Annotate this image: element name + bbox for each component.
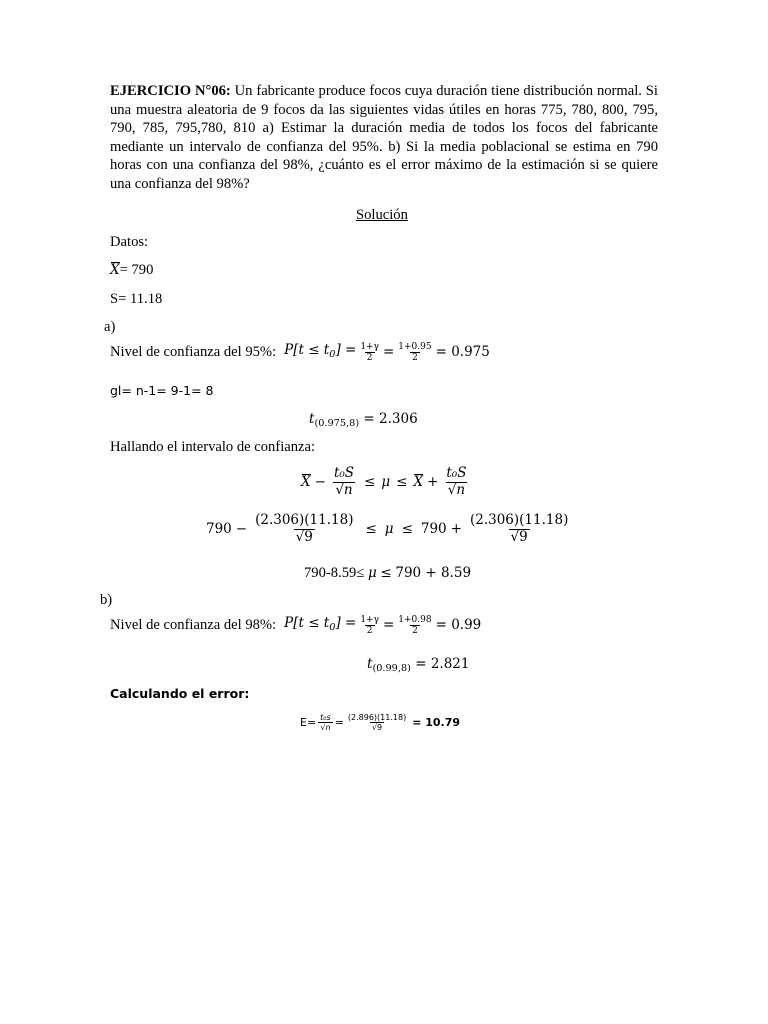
hallando-text: Hallando el intervalo de confianza: bbox=[110, 439, 316, 455]
xbar-symbol: X bbox=[110, 262, 120, 278]
xbar-value: = 790 bbox=[119, 262, 154, 278]
nivel-98-line bbox=[110, 614, 481, 637]
t-value-a: $t_{(0.975,8)} = 2.306$ bbox=[309, 411, 418, 429]
calc-error-label: Calculando el error: bbox=[110, 686, 250, 701]
result-99: = 0.99 bbox=[435, 617, 482, 634]
solution-title: Solución bbox=[356, 207, 408, 223]
nivel-95-line bbox=[110, 341, 490, 364]
t-value-b: $t_{(0.99,8)} = 2.821$ bbox=[367, 656, 470, 674]
interval-result: 790-8.59≤ μ ≤ 790 + 8.59 bbox=[304, 565, 472, 581]
datos-label: Datos: bbox=[110, 234, 149, 250]
prod-over-sqrt9: $\frac{(2.306)(11.18)}{√9}$ bbox=[469, 512, 569, 545]
part-b-label: b) bbox=[100, 592, 113, 608]
equals-sign: = bbox=[382, 617, 395, 634]
nivel-95-text: Nivel de confianza del 95%: bbox=[110, 344, 277, 361]
equals-sign: = bbox=[382, 344, 395, 361]
exercise-statement bbox=[110, 82, 658, 194]
conf-98-fraction: $\frac{1+0.98}{2}$ bbox=[398, 614, 432, 636]
gamma-fraction: $\frac{1+\gamma}{2}$ bbox=[360, 341, 379, 363]
prod-over-sqrt9: $\frac{(2.306)(11.18)}{√9}$ bbox=[255, 512, 354, 545]
interval-formula: X − $\frac{\text{t₀S}}{√n}$ ≤ μ ≤ X + $\frac{\text{t₀S}}{√n}$ bbox=[301, 465, 467, 498]
exercise-heading: EJERCICIO N°06: bbox=[110, 83, 231, 99]
error-formula: E= $\frac{\text{t₀s}}{√n}$ = $\frac{(2.896)(11.18)}{√9}$ = 10.79 bbox=[300, 713, 461, 733]
p-expression: $P[t \le t_0]$ = bbox=[284, 342, 357, 360]
error-fraction: $\frac{(2.896)(11.18)}{√9}$ bbox=[347, 713, 407, 733]
part-a-label: a) bbox=[104, 319, 116, 335]
s-line: S= 11.18 bbox=[110, 291, 163, 307]
interval-numeric: 790 − $\frac{(2.306)(11.18)}{√9}$ ≤ μ ≤ 790 + $\frac{(2.306)(11.18)}{√9}$ bbox=[206, 512, 569, 545]
gamma-fraction: $\frac{1+\gamma}{2}$ bbox=[360, 614, 379, 636]
t0s-over-sqrtn: $\frac{\text{t₀S}}{√n}$ bbox=[333, 465, 355, 498]
xbar-symbol: X bbox=[301, 474, 311, 491]
xbar-line bbox=[110, 261, 153, 279]
result-975: = 0.975 bbox=[435, 344, 490, 361]
t0s-over-sqrtn: $\frac{\text{t₀S}}{√n}$ bbox=[446, 465, 467, 498]
conf-95-fraction: $\frac{1+0.95}{2}$ bbox=[398, 341, 432, 363]
t0s-over-sqrtn: $\frac{\text{t₀s}}{√n}$ bbox=[320, 713, 331, 733]
p-expression: $P[t \le t_0]$ = bbox=[284, 615, 357, 633]
xbar-symbol: X bbox=[413, 474, 424, 491]
nivel-98-text: Nivel de confianza del 98%: bbox=[110, 617, 277, 634]
exercise-text: Un fabricante produce focos cuya duración tiene distribución normal. Si una muestra aleatoria de 9 focos da las siguientes vidas útiles en horas 775, 780, 800, 795, 790, 785, 795,780, 810 a) Estimar la duración media de todos los focos del fabricante mediante un intervalo de confianza del 95%. b) Si la media poblacional se estima en 790 horas con una confianza del 98%, ¿cuánto es el error máximo de la estimación si se quiere una confianza del 98%? bbox=[110, 83, 658, 192]
gl-line: gl= n-1= 9-1= 8 bbox=[110, 383, 214, 398]
